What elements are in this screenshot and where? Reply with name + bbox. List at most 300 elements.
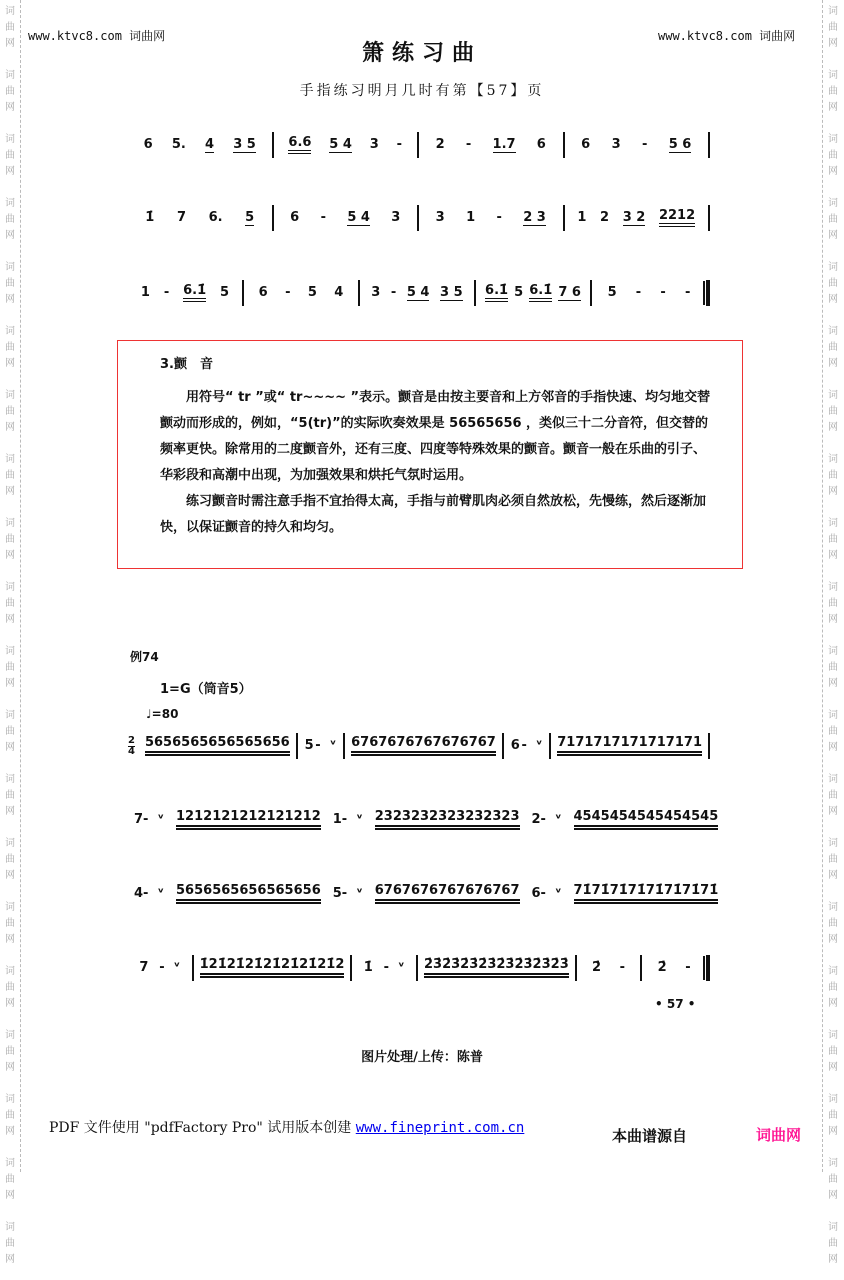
watermark-char: 网: [828, 102, 838, 113]
staff-line: [128, 732, 710, 760]
note-group: 5: [304, 738, 314, 753]
watermark-char: 词: [828, 134, 838, 145]
watermark-char: 曲: [5, 1046, 15, 1057]
watermark-char: 词: [5, 646, 15, 657]
watermark-char: 曲: [5, 726, 15, 737]
watermark-char: 网: [828, 1062, 838, 1073]
watermark-char: 网: [828, 38, 838, 49]
watermark-char: 网: [5, 358, 15, 369]
watermark-char: 词: [5, 902, 15, 913]
note-group: 5: [307, 285, 317, 300]
watermark-char: 曲: [828, 22, 838, 33]
note-group: -: [641, 137, 648, 152]
note-group: 2̇3̇2̇3̇2̇3̇2̇3̇: [496, 958, 568, 978]
note-group: 1: [140, 285, 150, 300]
watermark-char: 网: [828, 678, 838, 689]
note-group: 4545454545454545: [574, 810, 719, 830]
watermark-char: 网: [828, 614, 838, 625]
watermark-char: 词: [828, 774, 838, 785]
measure: [419, 211, 563, 226]
note-group: 2: [600, 210, 610, 225]
note-group: 1212121212121212: [176, 810, 321, 830]
watermark-group: [823, 512, 843, 576]
note-group: 2̇: [657, 960, 667, 975]
watermark-char: 网: [828, 1126, 838, 1137]
note-group: 3: [369, 137, 379, 152]
watermark-group: [0, 576, 20, 640]
watermark-char: 曲: [5, 598, 15, 609]
watermark-group: [823, 896, 843, 960]
note-group: 71717171: [557, 736, 629, 756]
watermark-char: 曲: [828, 470, 838, 481]
watermark-char: 曲: [5, 854, 15, 865]
watermark-char: 网: [5, 1062, 15, 1073]
measure: [194, 958, 351, 978]
measure: [526, 813, 568, 827]
watermark-char: 曲: [5, 790, 15, 801]
note-group: 3: [611, 137, 621, 152]
staff-line: [128, 204, 710, 232]
watermark-group: [0, 128, 20, 192]
measure: [642, 961, 706, 975]
barline: [706, 955, 710, 981]
measure: [551, 736, 708, 756]
note-group: -: [619, 960, 626, 975]
note-group: 7 6: [558, 284, 581, 300]
measure: [526, 887, 568, 901]
measure: [565, 138, 709, 153]
note-group: - ᵛ: [341, 812, 363, 827]
measure: [274, 211, 418, 226]
section-paragraph-2: 练习颤音时需注意手指不宜抬得太高，手指与前臂肌肉必须自然放松，先慢练，然后逐渐加快，以保证颤音的持久和均匀。: [160, 494, 707, 535]
watermark-char: 网: [828, 998, 838, 1009]
watermark-char: 词: [828, 710, 838, 721]
watermark-char: 词: [828, 1094, 838, 1105]
note-group: 6767676767676767: [375, 884, 520, 904]
note-group: -: [685, 960, 691, 975]
watermark-char: 词: [828, 1222, 838, 1233]
note-group: 4: [334, 285, 344, 300]
note-group: 5: [607, 285, 617, 300]
note-group: 6.1̇: [183, 284, 206, 302]
measure: [418, 958, 575, 978]
note-group: 6: [531, 886, 541, 901]
watermark-group: [0, 640, 20, 704]
note-group: 6: [510, 738, 520, 753]
watermark-char: 网: [5, 550, 15, 561]
time-signature: [128, 736, 135, 757]
watermark-char: 词: [5, 1094, 15, 1105]
watermark-char: 曲: [5, 1238, 15, 1249]
source-brand[interactable]: 词曲网: [756, 1126, 802, 1144]
note-group: 67676767: [351, 736, 423, 756]
note-group: 3 5: [233, 136, 256, 152]
watermark-char: 词: [5, 198, 15, 209]
watermark-char: 曲: [5, 342, 15, 353]
measure: [298, 739, 343, 753]
watermark-char: 网: [828, 934, 838, 945]
watermark-char: 网: [5, 1254, 15, 1265]
watermark-char: 曲: [5, 534, 15, 545]
note-group: 71717171: [630, 736, 702, 756]
note-group: 56565656: [217, 736, 289, 756]
watermark-char: 网: [5, 614, 15, 625]
watermark-group: [823, 704, 843, 768]
measure: [592, 286, 706, 300]
note-group: -: [684, 285, 691, 300]
note-group: -: [285, 285, 291, 300]
watermark-char: 词: [5, 326, 15, 337]
watermark-char: 网: [5, 486, 15, 497]
page-subtitle: 手指练习明月几时有第【57】页: [299, 83, 545, 99]
pdf-notice-text: PDF 文件使用 "pdfFactory Pro" 试用版本创建: [49, 1120, 356, 1136]
watermark-char: 词: [5, 134, 15, 145]
note-group: 1̇: [145, 210, 155, 225]
watermark-char: 词: [5, 454, 15, 465]
watermark-char: 词: [828, 454, 838, 465]
time-signature-number: 4: [128, 745, 135, 757]
note-group: 2: [435, 137, 445, 152]
watermark-char: 曲: [5, 278, 15, 289]
measure: [568, 884, 725, 904]
note-group: 6.1̇: [529, 284, 552, 302]
watermark-char: 词: [5, 1222, 15, 1233]
watermark-char: 曲: [828, 1238, 838, 1249]
staff-line: [128, 880, 719, 908]
watermark-char: 词: [828, 902, 838, 913]
watermark-char: 网: [5, 934, 15, 945]
note-group: - ᵛ: [521, 738, 543, 753]
measure: [128, 211, 272, 226]
key-signature: 1=G（筒音5）: [160, 682, 252, 697]
watermark-char: 曲: [828, 86, 838, 97]
note-group: 1: [466, 210, 476, 225]
watermark-group: [823, 192, 843, 256]
note-group: 71̇71̇71̇71̇71̇71̇71̇71̇: [574, 884, 719, 904]
note-group: 5: [219, 285, 230, 300]
watermark-group: [823, 128, 843, 192]
staff-line: [128, 954, 710, 982]
note-group: 7: [139, 960, 149, 975]
note-group: -: [320, 210, 326, 225]
watermark-char: 曲: [828, 150, 838, 161]
section-paragraph-1: 用符号“ tr ”或“ tr~~~~ ”表示。颤音是由按主要音和上方邻音的手指快速、均匀地交替颤动而形成的，例如，“5(tr)”的实际吹奏效果是 56565656 ，类似三十二分音符，但交替的频率更快。除常用的二度颤音外，还有三度、四度等特殊效果的颤音。颤音一般在乐曲的引子、华彩段和高潮中出现，为加强效果和烘托气氛时运用。: [160, 390, 711, 483]
note-group: 1̇: [363, 960, 373, 975]
watermark-char: 曲: [5, 406, 15, 417]
measure: [274, 136, 418, 154]
watermark-char: 网: [828, 230, 838, 241]
watermark-char: 网: [5, 230, 15, 241]
watermark-group: [823, 448, 843, 512]
watermark-char: 曲: [828, 406, 838, 417]
watermark-char: 网: [5, 998, 15, 1009]
watermark-group: [0, 704, 20, 768]
watermark-group: [823, 576, 843, 640]
note-group: 6: [258, 285, 268, 300]
watermark-char: 词: [5, 838, 15, 849]
watermark-char: 网: [828, 1254, 838, 1265]
note-group: -: [396, 137, 403, 152]
note-group: 2323232323232323: [375, 810, 520, 830]
watermark-group: [0, 384, 20, 448]
watermark-group: [823, 1088, 843, 1152]
measure: [476, 284, 590, 302]
note-group: 3: [391, 210, 401, 225]
note-group: 67676767: [423, 736, 495, 756]
note-group: - ᵛ: [315, 738, 337, 753]
watermark-char: 网: [828, 166, 838, 177]
note-group: - ᵛ: [159, 960, 181, 975]
note-group: - ᵛ: [540, 812, 562, 827]
watermark-group: [0, 832, 20, 896]
watermark-group: [0, 192, 20, 256]
barline: [708, 205, 710, 231]
watermark-group: [0, 896, 20, 960]
staff-line: [128, 806, 719, 834]
note-group: -: [390, 285, 397, 300]
watermark-char: 曲: [5, 1110, 15, 1121]
watermark-char: 网: [5, 102, 15, 113]
watermark-char: 网: [828, 870, 838, 881]
page-title: 箫练习曲: [361, 40, 482, 66]
watermark-char: 曲: [828, 726, 838, 737]
watermark-char: 曲: [828, 662, 838, 673]
watermark-char: 网: [5, 742, 15, 753]
watermark-char: 曲: [5, 22, 15, 33]
watermark-char: 词: [828, 1158, 838, 1169]
watermark-char: 曲: [5, 1174, 15, 1185]
note-group: 6: [581, 137, 591, 152]
watermark-char: 词: [828, 198, 838, 209]
measure: [577, 961, 641, 975]
note-group: 2212: [659, 209, 695, 227]
watermark-char: 网: [5, 1190, 15, 1201]
measure: [139, 736, 296, 756]
note-group: 5 4: [347, 209, 370, 225]
note-group: 5: [332, 886, 342, 901]
watermark-char: 曲: [828, 1046, 838, 1057]
note-group: 1: [577, 210, 587, 225]
note-group: 1.7: [492, 136, 516, 152]
barline: [708, 733, 710, 759]
watermark-char: 网: [5, 166, 15, 177]
watermark-char: 词: [828, 646, 838, 657]
watermark-char: 曲: [828, 598, 838, 609]
note-group: 1̇21̇21̇21̇2: [200, 958, 272, 978]
measure: [419, 138, 563, 153]
watermark-group: [0, 1088, 20, 1152]
note-group: -: [660, 285, 666, 300]
right-watermark-strip: [822, 0, 843, 1265]
watermark-group: [0, 320, 20, 384]
measure: [128, 284, 242, 302]
site-watermark-left: www.ktvc8.com 词曲网: [28, 29, 166, 43]
watermark-char: 词: [5, 710, 15, 721]
watermark-char: 曲: [5, 918, 15, 929]
watermark-char: 词: [828, 518, 838, 529]
note-group: 6: [143, 137, 153, 152]
measure: [504, 739, 549, 753]
watermark-char: 词: [5, 1030, 15, 1041]
watermark-char: 网: [5, 294, 15, 305]
measure: [369, 810, 526, 830]
measure: [244, 286, 358, 300]
note-group: 2: [531, 812, 541, 827]
watermark-char: 网: [828, 294, 838, 305]
measure: [128, 961, 192, 975]
note-group: 5 4: [329, 136, 352, 152]
measure: [369, 884, 526, 904]
watermark-group: [823, 256, 843, 320]
watermark-group: [0, 960, 20, 1024]
note-group: 4: [205, 136, 215, 152]
measure: [565, 209, 709, 227]
watermark-char: 词: [828, 582, 838, 593]
example-label: 例74: [130, 650, 159, 664]
measure: [345, 736, 502, 756]
watermark-char: 网: [828, 1190, 838, 1201]
watermark-char: 网: [5, 678, 15, 689]
watermark-char: 曲: [828, 342, 838, 353]
note-group: -: [635, 285, 642, 300]
note-group: 6: [290, 210, 300, 225]
staff-line: [128, 279, 710, 307]
measure: [128, 887, 170, 901]
watermark-group: [0, 768, 20, 832]
watermark-char: 词: [5, 1158, 15, 1169]
watermark-char: 曲: [828, 854, 838, 865]
measure: [352, 961, 416, 975]
watermark-char: 词: [828, 70, 838, 81]
watermark-group: [0, 448, 20, 512]
watermark-char: 词: [5, 518, 15, 529]
note-group: 2̇3̇2̇3̇2̇3̇2̇3̇: [424, 958, 496, 978]
note-group: -: [163, 285, 170, 300]
note-group: 6.1̇: [485, 284, 508, 302]
watermark-char: 网: [828, 742, 838, 753]
watermark-char: 曲: [5, 470, 15, 481]
watermark-group: [0, 1216, 20, 1280]
measure: [170, 810, 327, 830]
page-number: • 57 •: [655, 997, 696, 1011]
watermark-group: [823, 384, 843, 448]
watermark-group: [823, 832, 843, 896]
watermark-group: [823, 1216, 843, 1280]
tempo-marking: ♩=80: [146, 707, 179, 721]
watermark-char: 词: [5, 774, 15, 785]
watermark-char: 词: [5, 582, 15, 593]
note-group: 3 5: [440, 284, 463, 300]
note-group: 5: [514, 285, 524, 300]
note-group: 3: [435, 210, 445, 225]
note-group: 6.: [208, 210, 223, 225]
note-group: 6.6: [288, 136, 311, 154]
note-group: 1: [332, 812, 342, 827]
note-group: 5656565656565656: [176, 884, 321, 904]
staff-line: [128, 131, 710, 159]
watermark-char: 曲: [5, 214, 15, 225]
watermark-char: 曲: [5, 982, 15, 993]
note-group: 4: [134, 886, 144, 901]
note-group: 3: [371, 285, 381, 300]
trill-section-box: [117, 340, 743, 569]
watermark-group: [0, 1152, 20, 1216]
note-group: 2 3: [523, 209, 546, 225]
section-heading: 3.颤 音: [160, 357, 213, 372]
watermark-group: [823, 1152, 843, 1216]
watermark-char: 曲: [828, 214, 838, 225]
note-group: 1̇21̇21̇21̇2: [272, 958, 344, 978]
watermark-char: 网: [828, 422, 838, 433]
watermark-char: 词: [828, 390, 838, 401]
upload-credit: 图片处理/上传：陈普: [361, 1050, 483, 1065]
left-watermark-strip: [0, 0, 21, 1265]
pdf-notice: [49, 1117, 524, 1137]
watermark-char: 词: [5, 262, 15, 273]
watermark-group: [0, 256, 20, 320]
time-signature-number: 2: [128, 734, 135, 746]
source-label: 本曲谱源自: [612, 1127, 688, 1145]
note-group: - ᵛ: [383, 960, 405, 975]
note-group: -: [465, 137, 472, 152]
watermark-char: 曲: [5, 662, 15, 673]
note-group: -: [496, 210, 502, 225]
watermark-char: 词: [5, 70, 15, 81]
watermark-char: 曲: [828, 982, 838, 993]
watermark-char: 网: [5, 422, 15, 433]
note-group: 2̇: [592, 960, 602, 975]
note-group: 7: [134, 812, 144, 827]
watermark-char: 曲: [828, 790, 838, 801]
note-group: 3 2: [622, 209, 646, 225]
watermark-char: 曲: [828, 1110, 838, 1121]
note-group: 56565656: [145, 736, 217, 756]
watermark-char: 网: [828, 358, 838, 369]
watermark-char: 网: [5, 38, 15, 49]
watermark-char: 曲: [828, 534, 838, 545]
watermark-char: 词: [5, 390, 15, 401]
watermark-char: 曲: [828, 278, 838, 289]
watermark-char: 词: [828, 326, 838, 337]
note-group: 5: [245, 209, 255, 225]
watermark-char: 网: [5, 806, 15, 817]
watermark-char: 网: [5, 870, 15, 881]
note-group: - ᵛ: [341, 886, 363, 901]
fineprint-link[interactable]: www.fineprint.com.cn: [355, 1120, 525, 1136]
watermark-group: [823, 768, 843, 832]
watermark-char: 词: [828, 6, 838, 17]
watermark-group: [823, 960, 843, 1024]
watermark-group: [0, 512, 20, 576]
watermark-char: 词: [828, 262, 838, 273]
note-group: 7: [176, 210, 186, 225]
note-group: 5 4: [406, 284, 430, 300]
watermark-char: 网: [828, 806, 838, 817]
note-group: 5.: [171, 137, 186, 152]
measure: [568, 810, 725, 830]
watermark-char: 曲: [5, 150, 15, 161]
measure: [360, 286, 474, 301]
watermark-char: 曲: [828, 918, 838, 929]
measure: [170, 884, 327, 904]
note-group: 5 6: [668, 136, 692, 152]
note-group: - ᵛ: [143, 812, 165, 827]
measure: [327, 887, 369, 901]
note-group: 6: [536, 137, 546, 152]
watermark-char: 词: [5, 6, 15, 17]
watermark-char: 网: [828, 486, 838, 497]
barline: [708, 132, 710, 158]
